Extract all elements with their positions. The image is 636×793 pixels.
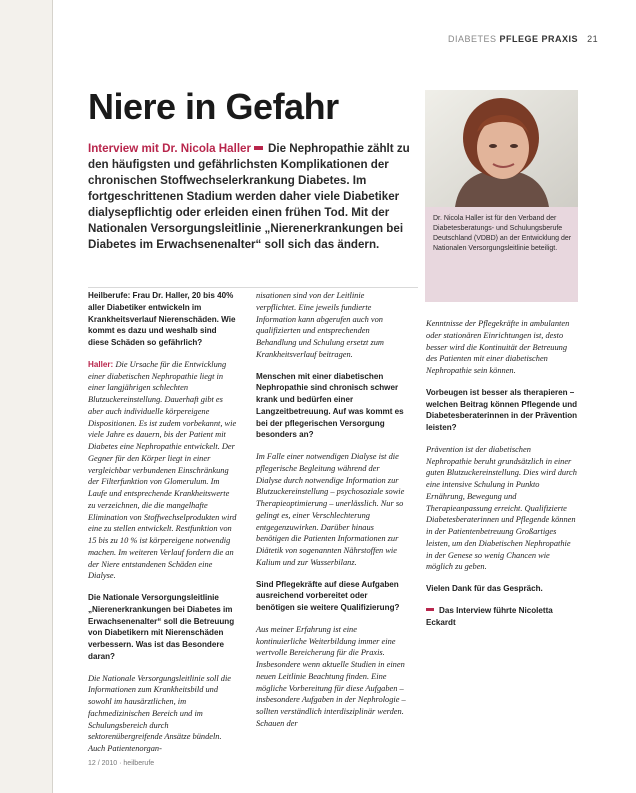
- article-title: Niere in Gefahr: [88, 86, 339, 127]
- answer-1: [88, 359, 238, 582]
- question-1: Heilberufe: Frau Dr. Haller, 20 bis 40% aller Diabetiker entwickeln im Krankheitsverlauf Nierenschäden. Wie kommt es dazu und weshalb sind diese Schäden so gefährlich?: [88, 291, 236, 347]
- answer-3: Im Falle einer notwendigen Dialyse ist die pflegerische Begleitung während der Dialyse durch notwendige Information zur Blutzuckereinstellung – psychosoziale sowie Therapieoptimierung – unerlässlich. Nur so gelingt es, einer Verschlechterung entgegenzuwirken. Darüber hinaus benötigen die Patienten Informationen zur Diätetik von sogenannten Nährstoffen wie Kalium und zur Wasserbilanz.: [256, 452, 405, 567]
- divider-line: [88, 287, 418, 288]
- credit-square: [426, 608, 434, 611]
- answer-2: Die Nationale Versorgungsleitlinie soll die Informationen zum Krankheitsbild und sowohl im hausärztlichen, im fachmedizinischen Bereich und im Schulungsbereich durch sektorenübergreifende Ansätze bündeln. Auch Patientenorgan-: [88, 673, 231, 753]
- page-gutter: [0, 0, 53, 793]
- closing-thanks: Vielen Dank für das Gespräch.: [426, 584, 543, 593]
- answer-4: Aus meiner Erfahrung ist eine kontinuierliche Weiterbildung immer eine wertvolle Bereicherung für die Praxis. Insbesondere wenn aktuelle Studien in einen neuen Leitlinie Beachtung finden. Eine mögliche Vorbereitung für diese Aufgaben – insbesondere Aufgaben in der Nephrologie – sollten verständlich interdisziplinär werden. Schauen der: [256, 624, 406, 728]
- column-2: [256, 290, 406, 740]
- answer-4-continued: Kenntnisse der Pflegekräfte in ambulanten oder stationären Einrichtungen ist, desto besser wird die Kontinuität der Betreuung des Patienten mit einer diabetischen Nephropathie sein können.: [426, 319, 570, 375]
- intro-interviewer: Interview mit Dr. Nicola Haller: [88, 142, 252, 155]
- answer-1-text: Die Ursache für die Entwicklung einer diabetischen Nephropathie liegt in einer langjährigen schlechten Blutzuckereinstellung. Dauerhaft gibt es aber auch individuelle körpereigene Dispositionen. Es ist zudem vorbekannt, wie viele Jahre es dauern, bis der Patient mit Diabetes eine Nephropathie entwickelt. Der Gegner für den Körper liegt in einer vergleichbar verbundenen Einschränkung der Filterfunktion von Glomerulum. Im Laufe und entsprechende Krankheitswerte zu verzeichnen, die die mangelhafte Elimination von Stoffwechselprodukten wird eine zu stellen entwickelt. Restfunktion von 15 bis zu 10 % ist körpereigene notwendig machen. Im weiteren Verlauf fordern die an der Niere entstandenen Schäden eine Dialyse.: [88, 359, 237, 581]
- question-4: Sind Pflegekräfte auf diese Aufgaben ausreichend vorbereitet oder benötigen sie weitere Qualifizierung?: [256, 579, 400, 612]
- credit-text: Das Interview führte Nicoletta Eckardt: [426, 605, 553, 627]
- photo-caption: Dr. Nicola Haller ist für den Verband der Diabetesberatungs- und Schulungsberufe Deutschland (VDBD) an der Entwicklung der Nationalen Versorgungsleitlinie beteiligt.: [433, 215, 572, 252]
- question-5: Vorbeugen ist besser als therapieren – welchen Beitrag können Pflegende und Diabetesberaterinnen in der Prävention leisten?: [426, 387, 578, 432]
- header-section: DIABETES: [448, 34, 497, 44]
- article-intro: [88, 141, 413, 253]
- running-header: [448, 34, 608, 44]
- portrait-photo: [425, 90, 578, 207]
- answer-5: Prävention ist der diabetischen Nephropathie beruht grundsätzlich in einer guten Blutzuckereinstellung. Dies wird durch eine intensive Schulung in Punkto Ernährung, Bewegung und Therapieanpassung erreicht. Qualifizierte Diabetesberaterinnen und Pflegende können in der Patientenbetreuung Großartiges leisten, um den Diabetischen Nephropathie in der Genese so wenig Chancen wie möglich zu geben.: [426, 444, 577, 572]
- question-3: Menschen mit einer diabetischen Nephropathie sind chronisch schwer krank und bedürfen einer Langzeitbetreuung. Auf was kommt es bei der pflegerischen Versorgung besonders an?: [256, 371, 404, 440]
- interview-credit: [426, 605, 578, 629]
- column-3: [426, 318, 578, 638]
- separator-square: [254, 146, 263, 150]
- answer-2-continued: nisationen sind von der Leitlinie verpflichtet. Eine jeweils fundierte Information kann abgerufen auch von qualifizierten und entsprechenden Behandlung und Schulung ersetzt zum Krankheitsverlauf beitragen.: [256, 291, 384, 359]
- page-footer: 12 / 2010 · heilberufe: [88, 760, 155, 767]
- column-1: [88, 290, 238, 765]
- question-2: Die Nationale Versorgungsleitlinie „Nierenerkrankungen bei Diabetes im Erwachsenenalter“ soll die Betreuung von Diabetikern mit Nierenschäden verbessern. Was ist das Besondere daran?: [88, 593, 235, 661]
- header-magazine: PFLEGE PRAXIS: [499, 34, 579, 44]
- page-number: 21: [587, 34, 599, 44]
- answer-label: Haller:: [88, 359, 114, 369]
- intro-text: Die Nephropathie zählt zu den häufigsten und gefährlichsten Komplikationen der chronischen Stoffwechselerkrankung Diabetes. Im fortgeschrittenen Stadium werden daher viele Diabetiker dialysepflichtig oder erleiden einen frühen Tod. Mit der Nationalen Versorgungsleitlinie „Nierenerkrankungen bei Diabetes im Erwachsenenalter“ soll sich das ändern.: [88, 142, 410, 251]
